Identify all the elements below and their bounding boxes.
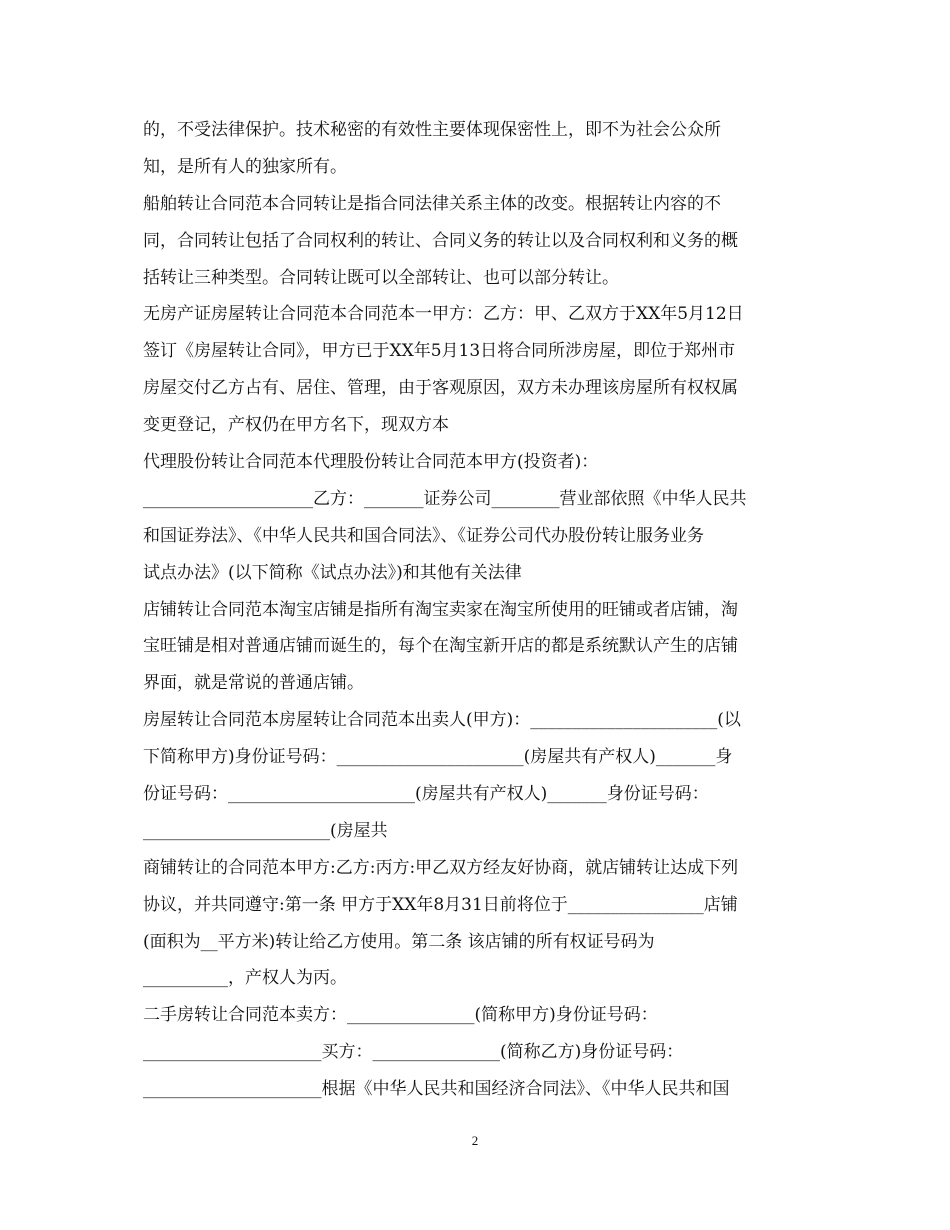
paragraph xyxy=(143,997,823,1108)
text-line: 代理股份转让合同范本代理股份转让合同范本甲方(投资者)： xyxy=(143,452,599,473)
paragraph xyxy=(143,850,823,998)
text-line: 船舶转让合同范本合同转让是指合同法律关系主体的改变。根据转让内容的不 xyxy=(143,193,721,214)
paragraph xyxy=(143,296,823,444)
paragraph xyxy=(143,592,823,703)
text-line: 房屋交付乙方占有、居住、管理，由于客观原因，双方未办理该房屋所有权权属 xyxy=(143,378,738,399)
text-line: 括转让三种类型。合同转让既可以全部转让、也可以部分转让。 xyxy=(143,267,619,288)
paragraph xyxy=(143,186,823,297)
text-line: ____________________乙方：_______证券公司________营业部依照《中华人民共 xyxy=(143,488,747,509)
text-line: 宝旺铺是相对普通店铺而诞生的，每个在淘宝新开店的都是系统默认产生的店铺 xyxy=(143,636,738,657)
text-line: 和国证券法》、《中华人民共和国合同法》、《证券公司代办股份转让服务业务 xyxy=(143,525,704,546)
text-line: 的，不受法律保护。技术秘密的有效性主要体现保密性上，即不为社会公众所 xyxy=(143,120,721,140)
text-line: 界面，就是常说的普通店铺。 xyxy=(143,673,364,694)
text-line: 商铺转让的合同范本甲方:乙方:丙方:甲乙双方经友好协商，就店铺转让达成下列 xyxy=(143,857,739,878)
text-line: 变更登记，产权仍在甲方名下，现双方本 xyxy=(143,415,449,436)
text-line: __________，产权人为丙。 xyxy=(143,968,347,989)
document-body xyxy=(143,112,823,1108)
text-line: 二手房转让合同范本卖方：_______________(简称甲方)身份证号码： xyxy=(143,1005,658,1026)
text-line: _____________________根据《中华人民共和国经济合同法》、《中华人民共和国 xyxy=(143,1079,730,1100)
text-line: 协议，并共同遵守:第一条 甲方于XX年8月31日前将位于________________店铺 xyxy=(143,894,738,915)
text-line: 签订《房屋转让合同》，甲方已于XX年5月13日将合同所涉房屋，即位于郑州市 xyxy=(143,341,736,362)
text-line: 试点办法》(以下简称《试点办法》)和其他有关法律 xyxy=(143,562,522,583)
text-line: 无房产证房屋转让合同范本合同范本一甲方：乙方：甲、乙双方于XX年5月12日 xyxy=(143,304,744,325)
paragraph xyxy=(143,444,823,592)
text-line: ______________________(房屋共 xyxy=(143,820,388,841)
text-line: 同，合同转让包括了合同权利的转让、合同义务的转让以及合同权利和义务的概 xyxy=(143,230,738,251)
page-number: 2 xyxy=(471,1133,479,1148)
text-line: (面积为__平方米)转让给乙方使用。第二条 该店铺的所有权证号码为 xyxy=(143,931,655,952)
text-line: _____________________买方：_______________(简称乙方)身份证号码： xyxy=(143,1042,684,1063)
paragraph xyxy=(143,112,823,186)
text-line: 知，是所有人的独家所有。 xyxy=(143,156,347,177)
text-line: 下简称甲方)身份证号码：______________________(房屋共有产权人)_______身 xyxy=(143,747,733,768)
text-line: 份证号码：______________________(房屋共有产权人)_______身份证号码： xyxy=(143,784,709,805)
text-line: 房屋转让合同范本房屋转让合同范本出卖人(甲方)：______________________(以 xyxy=(143,710,741,731)
text-line: 店铺转让合同范本淘宝店铺是指所有淘宝卖家在淘宝所使用的旺铺或者店铺，淘 xyxy=(143,599,738,620)
paragraph xyxy=(143,702,823,850)
